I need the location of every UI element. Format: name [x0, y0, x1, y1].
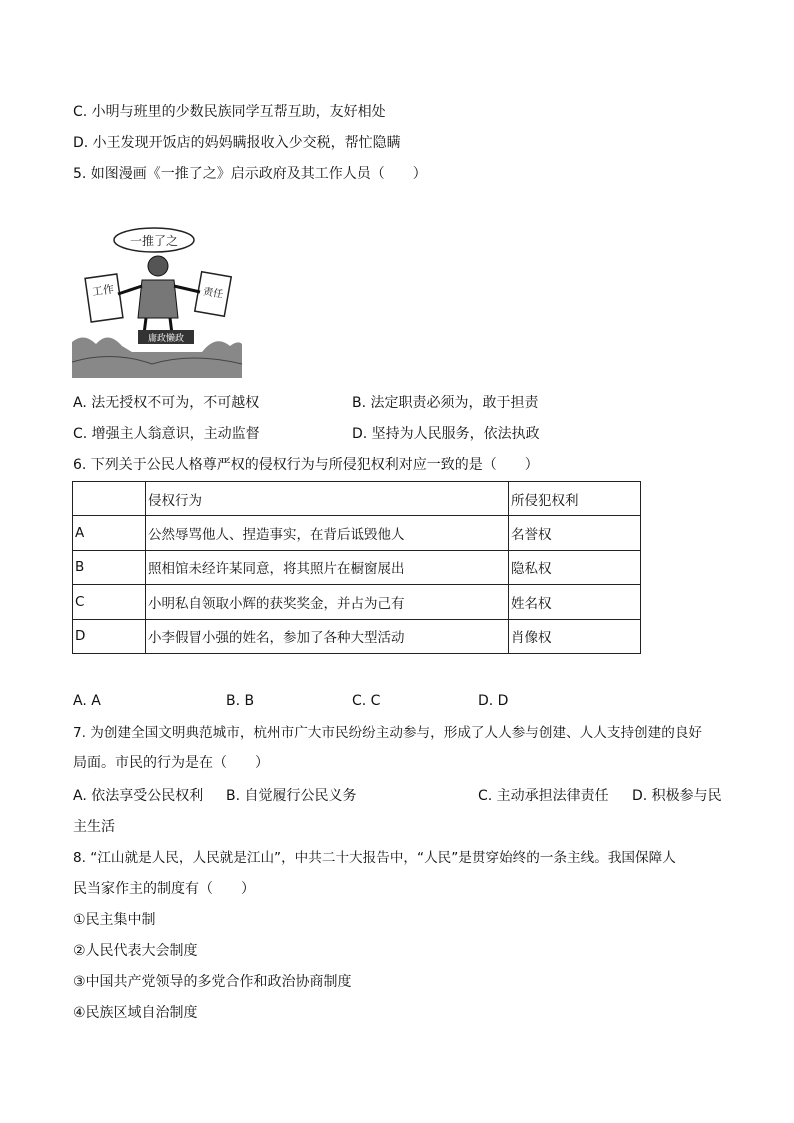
q6-option-b: B. B: [226, 693, 255, 709]
q5-option-d: D. 坚持为人民服务，依法执政: [352, 426, 540, 442]
table-header-row: [73, 482, 641, 516]
table-row: [73, 585, 641, 619]
q7-option-d: D. 积极参与民: [632, 788, 722, 804]
table-cell: D: [73, 619, 146, 653]
table-cell: 公然辱骂他人、捏造事实，在背后诋毁他人: [146, 516, 509, 550]
q8-item-2: ②人民代表大会制度: [73, 943, 198, 959]
table-header-cell: [73, 482, 146, 516]
q5-option-b: B. 法定职责必须为，敢于担责: [352, 395, 539, 411]
q8-stem-line2: 民当家作主的制度有（ ）: [73, 881, 255, 897]
table-cell: 肖像权: [509, 619, 641, 653]
q6-stem: 6. 下列关于公民人格尊严权的侵权行为与所侵犯权利对应一致的是（ ）: [73, 457, 539, 473]
q7-option-b: B. 自觉履行公民义务: [226, 788, 357, 804]
table-cell: C: [73, 585, 146, 619]
q4-option-d: D. 小王发现开饭店的妈妈瞒报收入少交税，帮忙隐瞒: [73, 135, 401, 151]
table-cell: 小李假冒小强的姓名，参加了各种大型活动: [146, 619, 509, 653]
q6-option-d: D. D: [478, 693, 509, 709]
q8-item-1: ①民主集中制: [73, 912, 156, 928]
q7-option-a: A. 依法享受公民权利: [73, 788, 204, 804]
q7-stem-line1: 7. 为创建全国文明典范城市，杭州市广大市民纷纷主动参与，形成了人人参与创建、人人支持创建的良好: [73, 725, 703, 741]
cartoon-right-sign: 责任: [202, 286, 224, 301]
q5-option-c: C. 增强主人翁意识，主动监督: [73, 426, 260, 442]
table-row: [73, 516, 641, 550]
q7-stem-line2: 局面。市民的行为是在（ ）: [73, 755, 269, 771]
q5-option-a: A. 法无授权不可为，不可越权: [73, 395, 260, 411]
table-cell: 隐私权: [509, 550, 641, 584]
q5-stem: 5. 如图漫画《一推了之》启示政府及其工作人员（ ）: [73, 166, 427, 182]
q6-option-a: A. A: [73, 693, 101, 709]
q8-item-4: ④民族区域自治制度: [73, 1005, 198, 1021]
q6-table: [72, 481, 641, 654]
table-cell: B: [73, 550, 146, 584]
q7-option-d-cont: 主生活: [73, 819, 115, 835]
table-cell: A: [73, 516, 146, 550]
table-header-cell: 侵权行为: [146, 482, 509, 516]
q8-item-3: ③中国共产党领导的多党合作和政治协商制度: [73, 974, 352, 990]
table-cell: 名誉权: [509, 516, 641, 550]
q8-stem-line1: 8. “江山就是人民，人民就是江山”，中共二十大报告中，“人民”是贯穿始终的一条主线。我国保障人: [73, 850, 676, 866]
q7-option-c: C. 主动承担法律责任: [478, 788, 609, 804]
table-header-cell: 所侵犯权利: [509, 482, 641, 516]
cartoon-bubble-text: 一推了之: [129, 234, 179, 248]
cartoon-base-label: 庸政懒政: [147, 334, 185, 344]
cartoon-left-sign: 工作: [91, 282, 115, 299]
cartoon-image: [72, 222, 242, 378]
table-cell: 姓名权: [509, 585, 641, 619]
table-cell: 小明私自领取小辉的获奖奖金，并占为己有: [146, 585, 509, 619]
q6-option-c: C. C: [352, 693, 381, 709]
q4-option-c: C. 小明与班里的少数民族同学互帮互助，友好相处: [73, 104, 386, 120]
table-row: [73, 619, 641, 653]
table-cell: 照相馆未经许某同意，将其照片在橱窗展出: [146, 550, 509, 584]
table-row: [73, 550, 641, 584]
